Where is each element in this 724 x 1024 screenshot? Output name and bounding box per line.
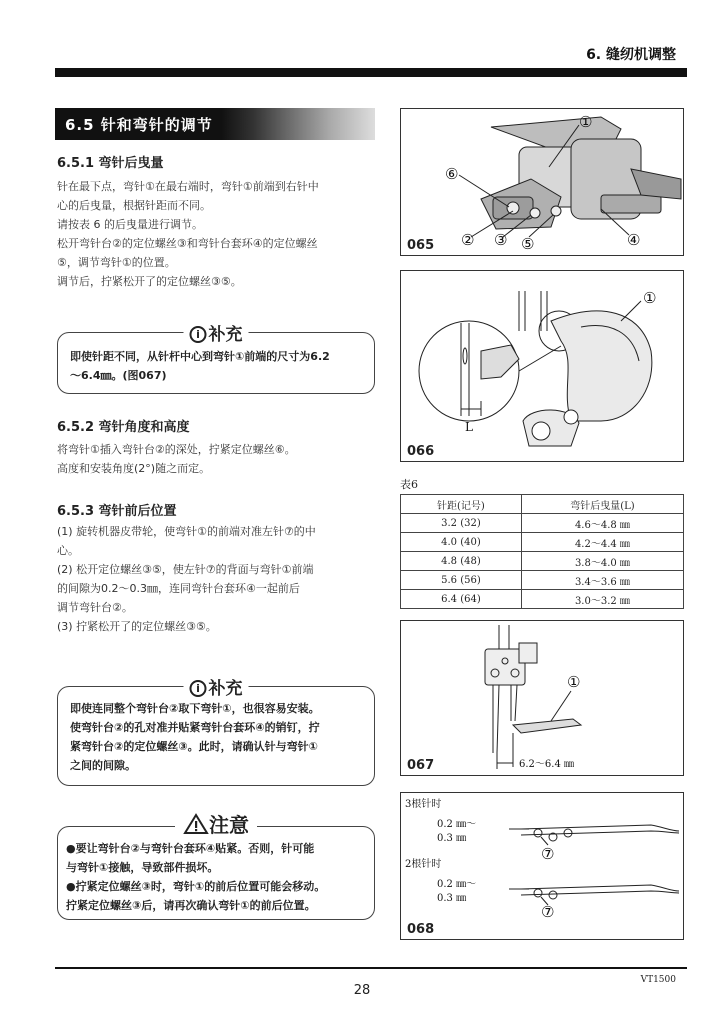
text-line: 心的后曳量，根据针距而不同。 [57, 199, 211, 212]
note-box-1 [57, 325, 375, 394]
section-title-bar [55, 108, 375, 140]
gap-max-1: 0.3 ㎜ [437, 833, 467, 844]
note-line: 即使针距不同，从针杆中心到弯针①前端的尺寸为6.2 [70, 350, 330, 363]
caution-title [175, 809, 257, 838]
heading-6-5-1: 6.5.1 弯针后曳量 [57, 156, 164, 171]
dimension-l: L [465, 420, 473, 434]
caution-title-text: 注意 [209, 813, 249, 837]
text-line: 针在最下点，弯针①在最右端时，弯针①前端到右针中 [57, 180, 319, 193]
looper-retraction-illustration [401, 271, 684, 462]
retraction-table [400, 494, 684, 609]
step-line: 心。 [57, 544, 79, 557]
gap-min-1: 0.2 ㎜～ [437, 819, 477, 830]
table-cell: 3.4～3.6 ㎜ [521, 571, 683, 590]
figure-label: 067 [407, 758, 435, 773]
looper-assembly-illustration [401, 109, 684, 256]
step-line: (1) 旋转机器皮带轮，使弯针①的前端对准左针⑦的中 [57, 525, 316, 538]
caution-line: ●拧紧定位螺丝③时，弯针①的前后位置可能会移动。 [66, 880, 326, 893]
info-icon: i [190, 680, 207, 697]
note-line: 使弯针台②的孔对准并贴紧弯针台套环④的销钉，拧 [70, 721, 320, 734]
caution-line: ●要让弯针台②与弯针台套环④贴紧。否则，针可能 [66, 842, 315, 855]
gap-min-2: 0.2 ㎜～ [437, 879, 477, 890]
paragraph-6-5-2 [57, 440, 377, 478]
table-cell: 3.0～3.2 ㎜ [521, 590, 683, 609]
footer-rule [55, 967, 687, 969]
step-line: 调节弯针台②。 [57, 601, 133, 614]
note-body-2 [70, 699, 366, 775]
table-header-row [401, 495, 684, 514]
note-box-2 [57, 679, 375, 786]
text-line: 松开弯针台②的定位螺丝③和弯针台套环④的定位螺丝 [57, 237, 318, 250]
note-title-2 [184, 674, 249, 699]
info-icon: i [190, 326, 207, 343]
text-line: ⑤，调节弯针①的位置。 [57, 256, 176, 269]
text-line: 高度和安装角度(2°)随之而定。 [57, 462, 211, 475]
callout-4: ④ [627, 231, 641, 249]
figure-068 [400, 792, 684, 940]
text-line: 请按表 6 的后曳量进行调节。 [57, 218, 203, 231]
callout-3: ③ [494, 231, 508, 249]
table-cell: 5.6 (56) [401, 571, 522, 590]
figure-067 [400, 620, 684, 776]
table-caption: 表6 [400, 478, 418, 491]
note-title-text: 补充 [208, 679, 243, 699]
step-line: (3) 拧紧松开了的定位螺丝③⑤。 [57, 620, 217, 633]
table-row [401, 514, 684, 533]
table-cell: 4.8 (48) [401, 552, 522, 571]
table-row [401, 571, 684, 590]
heading-6-5-2: 6.5.2 弯针角度和高度 [57, 420, 190, 435]
table-cell: 3.2 (32) [401, 514, 522, 533]
note-title-text: 补充 [208, 325, 243, 345]
note-line: 即使连同整个弯针台②取下弯针①，也很容易安装。 [70, 702, 320, 715]
step-line: 的间隙为0.2～0.3㎜，连同弯针台套环④一起前后 [57, 582, 300, 595]
step-line: (2) 松开定位螺丝③⑤，使左针⑦的背面与弯针①前端 [57, 563, 314, 576]
header-stitch-length: 针距(记号) [401, 495, 522, 514]
caution-line: 拧紧定位螺丝③后，请再次确认弯针①的前后位置。 [66, 899, 316, 912]
section-title: 6.5 针和弯针的调节 [65, 116, 213, 134]
caution-body [66, 839, 366, 915]
figure-066 [400, 270, 684, 462]
chapter-title: 6. 缝纫机调整 [586, 47, 676, 63]
note-line: 紧弯针台②的定位螺丝③。此时，请确认针与弯针① [70, 740, 318, 753]
paragraph-6-5-1 [57, 177, 377, 291]
note-body-1 [70, 347, 366, 385]
document-code: VT1500 [640, 975, 676, 985]
text-line: 调节后，拧紧松开了的定位螺丝③⑤。 [57, 275, 242, 288]
callout-2: ② [461, 231, 475, 249]
callout-7-lower: ⑦ [541, 903, 555, 921]
table-row [401, 533, 684, 552]
table-cell: 4.6～4.8 ㎜ [521, 514, 683, 533]
callout-5: ⑤ [521, 235, 535, 253]
table-cell: 4.2～4.4 ㎜ [521, 533, 683, 552]
gap-max-2: 0.3 ㎜ [437, 893, 467, 904]
table-cell: 4.0 (40) [401, 533, 522, 552]
warning-triangle-icon [183, 813, 209, 835]
figure-label: 068 [407, 922, 435, 937]
figure-065 [400, 108, 684, 256]
callout-1: ① [579, 113, 593, 131]
three-needle-title: 3根针时 [405, 799, 442, 810]
needle-gap-illustration [401, 793, 684, 940]
callout-1: ① [567, 673, 581, 691]
table-row [401, 552, 684, 571]
dimension-text: 6.2～6.4 ㎜ [519, 759, 574, 770]
note-line: 之间的间隙。 [70, 759, 136, 772]
needle-to-looper-illustration [401, 621, 684, 776]
table-cell: 3.8～4.0 ㎜ [521, 552, 683, 571]
note-title-1 [184, 320, 249, 345]
note-line: ～6.4㎜。(图067) [70, 369, 167, 382]
text-line: 将弯针①插入弯针台②的深处，拧紧定位螺丝⑥。 [57, 443, 296, 456]
callout-6: ⑥ [445, 165, 459, 183]
caution-line: 与弯针①接触，导致部件损坏。 [66, 861, 219, 874]
two-needle-title: 2根针时 [405, 859, 442, 870]
table-cell: 6.4 (64) [401, 590, 522, 609]
header-rule [55, 68, 687, 77]
table-row [401, 590, 684, 609]
caution-box [57, 813, 375, 920]
callout-7-upper: ⑦ [541, 845, 555, 863]
callout-1: ① [643, 289, 657, 307]
page-number: 28 [353, 983, 371, 998]
paragraph-6-5-3 [57, 522, 377, 636]
figure-label: 066 [407, 444, 435, 459]
header-retraction: 弯针后曳量(L) [521, 495, 683, 514]
heading-6-5-3: 6.5.3 弯针前后位置 [57, 504, 177, 519]
figure-label: 065 [407, 238, 435, 253]
